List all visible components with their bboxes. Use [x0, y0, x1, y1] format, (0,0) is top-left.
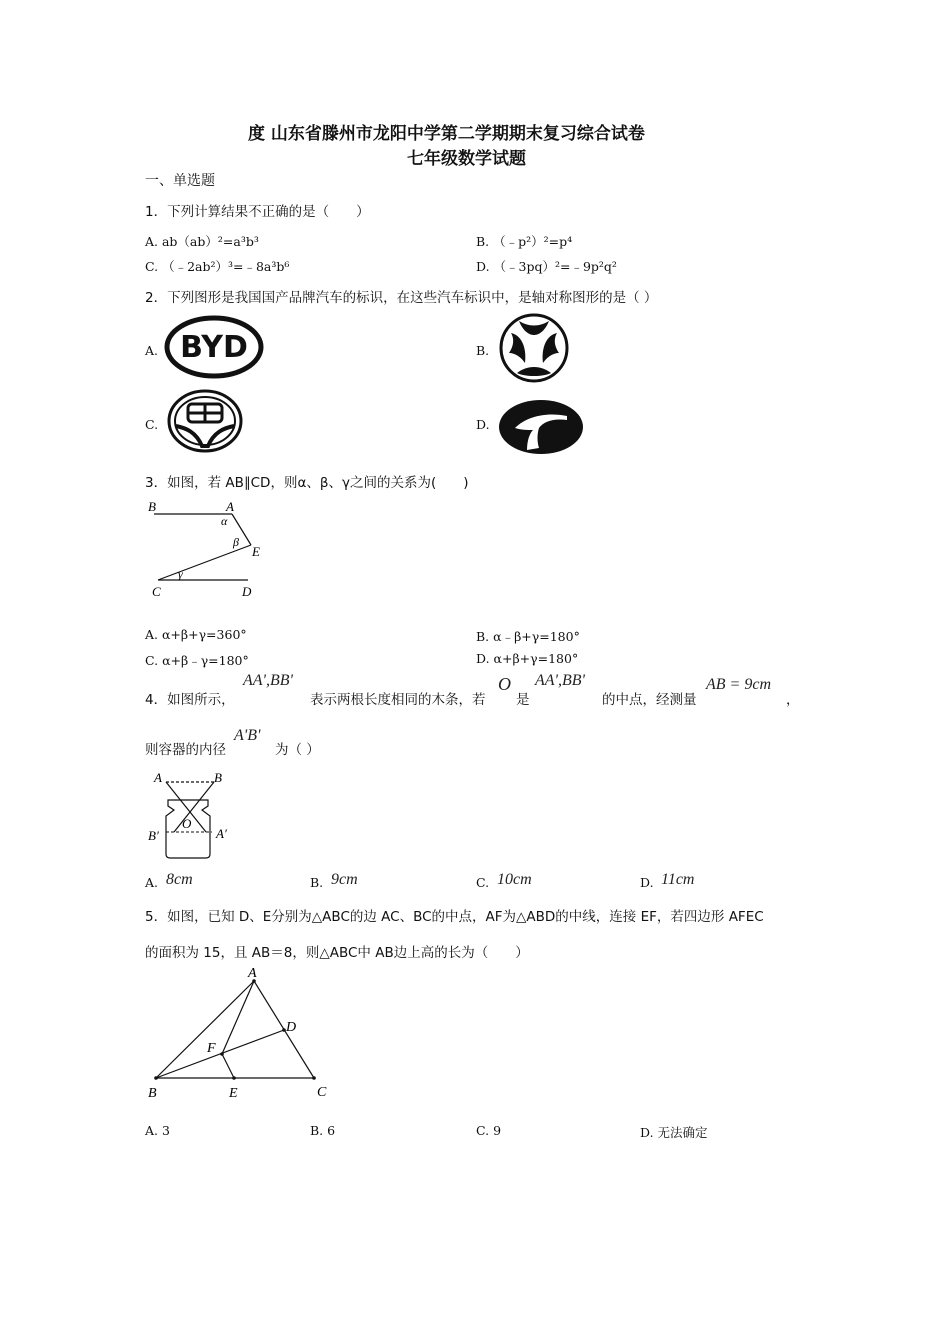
q5-option-a: A. 3: [145, 1123, 170, 1138]
q4-option-d-letter: D.: [640, 875, 654, 890]
dongfeng-logo-image: [497, 313, 571, 383]
q4-line2-part2: 为（ ）: [275, 742, 320, 758]
byd-logo-text: BYD: [180, 330, 248, 365]
q4-line2-part1: 则容器的内径: [145, 742, 226, 758]
byd-logo-image: [164, 315, 264, 379]
q4-stem-part5: ，: [786, 692, 800, 708]
q4-math-ab-9cm: AB = 9cm: [706, 676, 771, 693]
q2-option-c-letter: C.: [145, 417, 159, 432]
q4-math-aa-bb-2: AA',BB': [535, 672, 585, 689]
label-b-prime: B′: [148, 828, 159, 843]
q5-stem-line2: 的面积为 15，且 AB＝8，则△ABC中 AB边上高的长为（ ）: [145, 945, 529, 961]
q3-option-b: B. α﹣β+γ=180°: [476, 629, 580, 644]
q4-math-ab-prime: A'B': [234, 727, 261, 744]
section-label: 一、单选题: [145, 173, 215, 189]
label-a-prime: A′: [216, 826, 227, 841]
exam-title-line1: 度 山东省滕州市龙阳中学第二学期期末复习综合试卷: [248, 124, 645, 144]
label-a: A: [248, 966, 257, 981]
q5-stem-line1: 5．如图，已知 D、E分别为△ABC的边 AC、BC的中点，AF为△ABD的中线，连接 EF，若四边形 AFEC: [145, 909, 764, 925]
q1-option-a: A. ab（ab）²=a³b³: [145, 234, 259, 249]
label-e: E: [229, 1086, 238, 1101]
brilliance-logo-image: [166, 388, 244, 454]
changan-logo-image: [497, 398, 585, 456]
q5-option-d: D. 无法确定: [640, 1125, 708, 1140]
exam-title-line2: 七年级数学试题: [407, 149, 526, 169]
q4-option-c-letter: C.: [476, 875, 490, 890]
q4-option-d-value: 11cm: [661, 871, 695, 888]
q4-math-o: O: [498, 674, 511, 694]
label-c: C: [317, 1085, 327, 1100]
q2-option-d-letter: D.: [476, 417, 490, 432]
stick-bb: [174, 782, 214, 832]
label-alpha: α: [221, 514, 228, 528]
q2-option-b-letter: B.: [476, 343, 490, 358]
q2-option-a-letter: A.: [145, 343, 159, 358]
label-f: F: [207, 1041, 216, 1056]
q4-stem-part1: 4．如图所示，: [145, 692, 235, 708]
q4-stem-part4: 的中点，经测量: [602, 692, 697, 708]
q1-option-b: B. （﹣p²）²=p⁴: [476, 234, 573, 249]
label-a: A: [226, 499, 234, 514]
label-beta: β: [233, 535, 239, 549]
q1-option-d: D. （﹣3pq）²=﹣9p²q²: [476, 259, 617, 274]
q5-option-b: B. 6: [310, 1123, 336, 1138]
label-d: D: [242, 584, 252, 599]
label-a: A: [154, 770, 162, 785]
q3-stem: 3．如图，若 AB∥CD，则α、β、γ之间的关系为( ): [145, 475, 469, 491]
q4-option-a-letter: A.: [145, 875, 159, 890]
q4-container-figure: [144, 766, 240, 864]
q1-stem: 1．下列计算结果不正确的是（ ）: [145, 204, 370, 220]
q3-option-d: D. α+β+γ=180°: [476, 651, 579, 666]
q4-option-a-value: 8cm: [166, 871, 193, 888]
label-b: B: [148, 499, 156, 514]
q4-math-aa-bb: AA',BB': [243, 672, 293, 689]
side-ab: [156, 981, 254, 1078]
label-d: D: [286, 1020, 297, 1035]
q4-option-b-value: 9cm: [331, 871, 358, 888]
q5-option-c: C. 9: [476, 1123, 502, 1138]
q4-option-c-value: 10cm: [497, 871, 532, 888]
q2-stem: 2．下列图形是我国国产品牌汽车的标识，在这些汽车标识中，是轴对称图形的是（ ）: [145, 290, 658, 306]
segment-bd: [156, 1030, 284, 1078]
q4-option-b-letter: B.: [310, 875, 324, 890]
label-e: E: [252, 544, 260, 559]
line-ec: [158, 545, 251, 580]
q3-option-a: A. α+β+γ=360°: [145, 627, 247, 642]
label-gamma: γ: [178, 567, 183, 581]
label-b: B: [214, 770, 222, 785]
q4-stem-part2: 表示两根长度相同的木条，若: [310, 692, 486, 708]
segment-fe: [222, 1054, 234, 1078]
q3-parallel-lines-figure: [144, 497, 274, 601]
q1-option-c: C. （﹣2ab²）³=﹣8a³b⁶: [145, 259, 290, 274]
q3-option-c: C. α+β﹣γ=180°: [145, 653, 249, 668]
q4-stem-part3: 是: [516, 692, 530, 708]
q5-triangle-figure: [144, 963, 334, 1103]
label-c: C: [152, 584, 161, 599]
label-b: B: [148, 1086, 157, 1101]
label-o: O: [182, 816, 192, 831]
